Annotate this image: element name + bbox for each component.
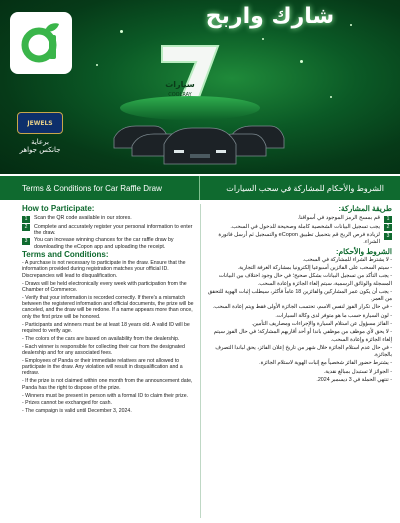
step-item: 2 يجب تسجيل البيانات الشخصية كاملة وصحيحة للدخول في السحب. — [206, 224, 392, 232]
panda-logo — [10, 12, 72, 74]
step-item: 3 لزيادة فرص الربح قم بتحميل تطبيق eCopon والتسجيل ثم أرسل فاتورة الشراء. — [206, 232, 392, 247]
jewels-logo: JEWELS — [17, 112, 63, 134]
step-item: 2 Complete and accurately register your personal information to enter the draw. — [22, 224, 198, 237]
term-item: - يجب أن يكون عمر المشاركين والفائزين 18 عاماً فأكثر، سيطلب إثبات الهوية للتحقق من العمر. — [207, 288, 392, 303]
term-item: - يجب التأكد من تسجيل البيانات بشكل صحيح؛ في حال وجود اختلاف بين البيانات المسجلة والوثائق الرسمية، سيتم إلغاء الجائزة وإعادة السحب. — [218, 273, 392, 287]
term-item: - If the prize is not claimed within one month from the announcement date, Panda has the right to dispose of the prize. — [22, 378, 193, 391]
sponsor-caption: برعاية جانكس جواهر — [19, 138, 61, 155]
banner-title: شارك واربح — [205, 4, 335, 29]
how-to-title-en: How to Participate: — [22, 204, 95, 213]
term-item: - The campaign is valid until December 3, 2024. — [22, 408, 132, 415]
term-item: - Employees of Panda or their immediate relatives are not allowed to participate in the draw. Any violation will result in disqualification and a redraw. — [22, 357, 183, 377]
term-item: - لا يحق لأي موظف من موظفي باندا أو أحد أقاربهم المشاركة؛ في حال الفوز سيتم إلغاء الجائزة وإعادة السحب. — [213, 329, 392, 343]
step-number: 1 — [384, 216, 392, 223]
term-item: - Prizes cannot be exchanged for cash. — [22, 400, 112, 407]
term-item: - Winners must be present in person with a formal ID to claim their prize. — [22, 392, 189, 399]
term-item: - The colors of the cars are based on availability from the dealership. — [22, 335, 180, 342]
term-item: - Draws will be held electronically every week with participation from the Chamber of Commerce. — [22, 280, 187, 293]
term-item: - لون السيارة حسب ما هو متوفر لدى وكالة السيارات. — [275, 312, 392, 319]
step-number: 2 — [384, 224, 392, 231]
sponsor-block — [10, 112, 70, 172]
step-number: 2 — [22, 224, 30, 231]
term-item: - يشترط حضور الفائز شخصياً مع إثبات الهوية لاستلام الجائزة. — [259, 360, 392, 367]
step-item: 1 قم بمسح الرمز الموجود في أسواقنا. — [206, 215, 392, 223]
prize-label-en: COOLRAY — [168, 92, 192, 98]
term-item: - في حال تكرار الفوز لنفس الاسم، تحتسب الجائزة الأولى فقط ويتم إعادة السحب. — [212, 304, 392, 311]
term-item: - الفائز مسؤول عن استلام السيارة والإجراءات ومصاريف التأمين. — [251, 321, 392, 327]
panda-leaf-logo-icon — [19, 21, 63, 65]
campaign-banner — [0, 0, 400, 174]
step-number: 3 — [384, 233, 392, 240]
terms-title-en: Terms and Conditions: — [22, 250, 109, 260]
prize-label-ar: سيارات — [165, 80, 195, 89]
term-item: - لا يشترط الشراء للمشاركة في السحب. — [302, 256, 392, 263]
term-item: - A purchase is not necessary to participate in the draw. Ensure that the information provided during registration matches your official ID. Discrepancies will lead to disqualification. — [22, 260, 186, 279]
english-column — [22, 204, 198, 520]
terms-header-bar — [0, 176, 400, 200]
terms-title-ar: الشروط والأحكام: — [335, 246, 392, 256]
header-title-ar: الشروط والأحكام للمشاركة في سحب السيارات — [226, 183, 384, 193]
column-divider — [200, 204, 201, 518]
step-item: 3 You can increase winning chances for the car raffle draw by downloading the eCopon app and uploading the receipt. — [22, 237, 198, 250]
term-item: - Each winner is responsible for collecting their car from the designated dealership and for any associated fees. — [22, 343, 185, 356]
term-item: - Verify that your information is recorded correctly. If there's a mismatch between the registered information and official documents, the prize will be canceled, and the draw will be redone. If a name appears more than once, only the first prize will be honored. — [22, 294, 194, 320]
header-title-en: Terms & Conditions for Car Raffle Draw — [0, 176, 200, 200]
step-number: 1 — [22, 216, 30, 223]
how-to-title-ar: طريقة المشاركة: — [338, 204, 392, 213]
terms-list-ar — [206, 257, 392, 384]
cars-graphic — [110, 108, 290, 170]
term-item: - سيتم السحب على الفائزين أسبوعيا إلكترونيا بمشاركة الغرفة التجارية. — [237, 265, 392, 272]
step-number: 3 — [22, 238, 30, 245]
term-item: - في حال عدم استلام الجائزة خلال شهر من تاريخ إعلان الفائز، يحق لباندا التصرف بالجائزة. — [215, 344, 392, 358]
term-item: - Participants and winners must be at least 18 years old. A valid ID will be required to verify age. — [22, 321, 190, 334]
terms-list-en — [22, 260, 198, 414]
term-item: - تنتهي الحملة في 3 ديسمبر 2024. — [316, 376, 392, 383]
arabic-column — [206, 204, 392, 520]
term-item: - الجوائز لا تستبدل بمبالغ نقدية. — [323, 368, 392, 375]
step-item: 1 Scan the QR code available in our stores. — [22, 215, 198, 223]
